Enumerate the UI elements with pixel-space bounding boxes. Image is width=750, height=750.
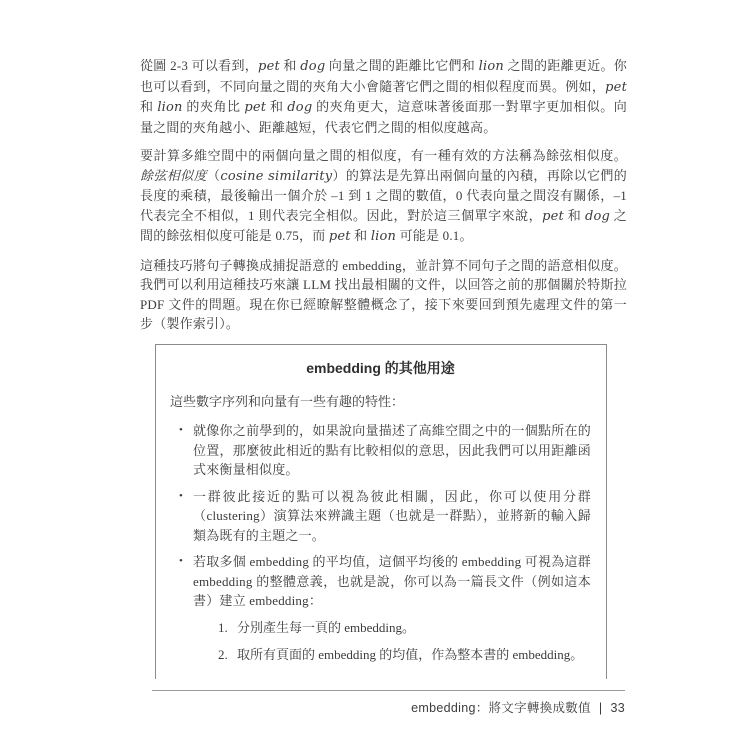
footer-separator: | <box>598 701 603 715</box>
numbered-item <box>218 645 591 665</box>
bullet-item <box>170 552 591 611</box>
bullet-text: 就像你之前學到的，如果說向量描述了高維空間之中的一個點所在的位置，那麼彼此相近的點有比較相似的意思，因此我們可以用距離函式來衡量相似度。 <box>193 423 591 477</box>
note-box <box>155 344 607 679</box>
body-paragraph-1: 從圖 2-3 可以看到，pet 和 dog 向量之間的距離比它們和 lion 之間的距離更近。你也可以看到，不同向量之間的夾角大小會隨著它們之間的相似程度而異。例如，pet 和 lion 的夾角比 pet 和 dog 的夾角更大，這意味著後面那一對單字更加相似。向量之間的夾角越小、距離越短，代表它們之間的相似度越高。 <box>140 58 627 135</box>
bullet-marker: • <box>179 424 183 436</box>
numbered-list <box>218 618 591 665</box>
page-number: 33 <box>610 701 625 715</box>
note-box-title: embedding 的其他用途 <box>306 359 455 376</box>
numbered-item-label: 1. <box>218 619 228 635</box>
body-paragraph-2: 要計算多維空間中的兩個向量之間的相似度，有一種有效的方法稱為餘弦相似度。餘弦相似度（cosine similarity）的算法是先算出兩個向量的內積，再除以它們的長度的乘積，最後輸出一個介於 –1 到 1 之間的數值，0 代表向量之間沒有關係，–1 代表完全不相似，1 則代表完全相似。因此，對於這三個單字來說，pet 和 dog 之間的餘弦相似度可能是 0.75，而 pet 和 lion 可能是 0.1。 <box>140 148 627 244</box>
bullet-marker: • <box>179 489 183 502</box>
numbered-item <box>218 618 591 638</box>
numbered-item-text: 分別產生每一頁的 embedding。 <box>237 619 416 635</box>
bullet-marker: • <box>179 555 183 567</box>
note-box-intro: 這些數字序列和向量有一些有趣的特性： <box>170 393 405 409</box>
bullet-item <box>170 421 591 480</box>
bullet-item <box>170 487 591 546</box>
page-footer <box>152 690 625 716</box>
bullet-text: 若取多個 embedding 的平均值，這個平均後的 embedding 可視為這群 embedding 的整體意義，也就是說，你可以為一篇長文件（例如這本書）建立 embedding： <box>193 554 591 608</box>
body-paragraph-3: 這種技巧將句子轉換成捕捉語意的 embedding，並計算不同句子之間的語意相似度。我們可以利用這種技巧來讓 LLM 找出最相關的文件，以回答之前的那個關於特斯拉 PDF 文件的問題。現在你已經瞭解整體概念了，接下來要回到預先處理文件的第一步（製作索引）。 <box>140 257 627 331</box>
numbered-item-label: 2. <box>218 647 228 662</box>
numbered-item-text: 取所有頁面的 embedding 的均值，作為整本書的 embedding。 <box>237 647 584 662</box>
page-body <box>140 56 627 679</box>
bullet-text: 一群彼此接近的點可以視為彼此相關，因此，你可以使用分群（clustering）演算法來辨識主題（也就是一群點），並將新的輸入歸類為既有的主題之一。 <box>193 488 591 543</box>
footer-chapter-title: embedding：將文字轉換成數值 <box>411 701 591 715</box>
